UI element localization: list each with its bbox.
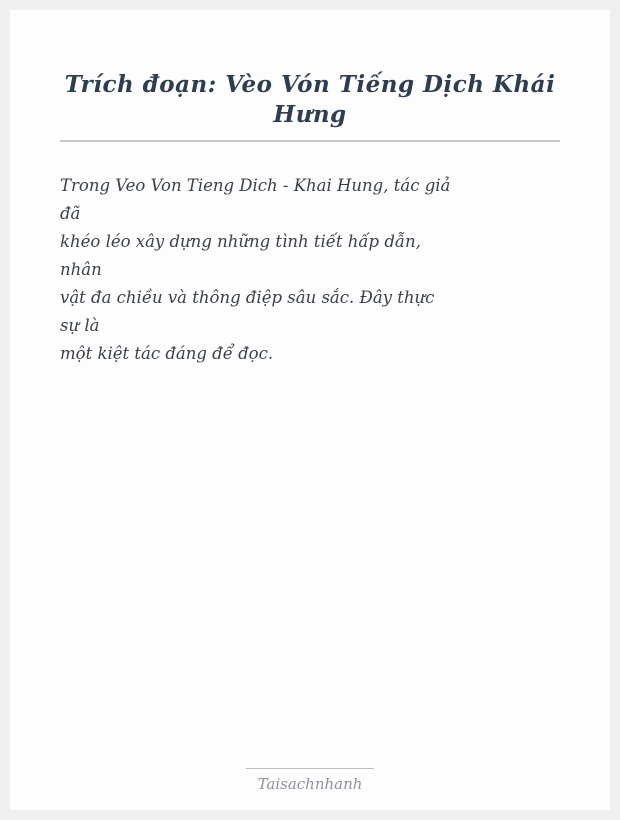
footer-site-name: Taisachnhanh: [257, 775, 363, 793]
excerpt-line-3: khéo léo xây dựng những tình tiết hấp dẫn,: [60, 232, 421, 251]
excerpt-line-4: nhân: [60, 260, 102, 279]
document-card: [10, 10, 610, 810]
excerpt-line-1: Trong Veo Von Tieng Dich - Khai Hung, tác giả: [60, 176, 451, 195]
footer-divider: [246, 768, 374, 769]
excerpt-text: [60, 172, 560, 368]
page-title: Trích đoạn: Vèo Vón Tiếng Dịch Khái Hưng: [64, 71, 556, 128]
excerpt-line-7: một kiệt tác đáng để đọc.: [60, 344, 274, 363]
page-footer: [10, 768, 610, 795]
excerpt-line-2: đã: [60, 204, 81, 223]
excerpt-line-6: sự là: [60, 316, 100, 335]
excerpt-line-5: vật đa chiều và thông điệp sâu sắc. Đây thực: [60, 288, 435, 307]
title-divider: [60, 140, 560, 142]
